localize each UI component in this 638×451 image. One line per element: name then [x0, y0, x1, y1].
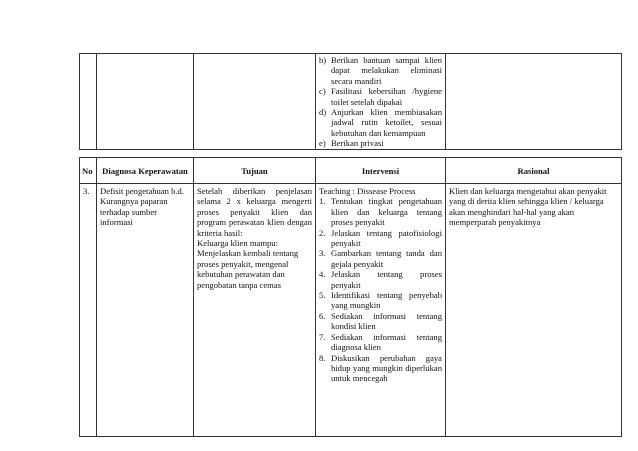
continuation-item-text: Anjurkan klien membiasakan jadwal rutin ketoilet, sesuai kebutuhan dan kemampuan [331, 107, 442, 138]
continuation-item-text: Berikan bantuan sampai klien dapat melakukan eliminasi secara mandiri [331, 55, 442, 86]
intervensi-item [319, 353, 442, 384]
continuation-item-text: Berikan privasi [331, 138, 384, 149]
continuation-item [319, 86, 442, 107]
row-diagnosa-cell [97, 184, 194, 437]
intervensi-heading: Teaching : Dissease Process [319, 186, 416, 196]
intervensi-item-text: Jelaskan tentang proses penyakit [331, 269, 442, 290]
continuation-item-marker: d) [319, 107, 327, 118]
continuation-item [319, 138, 442, 148]
intervensi-item-marker: 3. [319, 248, 326, 259]
continuation-item-marker: c) [319, 86, 326, 97]
continuation-table [79, 53, 622, 150]
intervensi-item-marker: 8. [319, 352, 326, 363]
continuation-intervensi-cell [316, 54, 446, 150]
header-tujuan: Tujuan [194, 158, 316, 184]
intervensi-item [319, 290, 442, 311]
continuation-rasional-cell [446, 54, 622, 150]
row-rasional: Klien dan keluarga mengetahui akan penyakit yang di derita klien sehingga klien / keluarga akan menghindari hal-hal yang akan memperparah penyakitnya [449, 186, 607, 228]
intervensi-item [319, 269, 442, 290]
intervensi-item-marker: 7. [319, 331, 326, 342]
continuation-item-marker: e) [319, 138, 326, 149]
intervensi-item-marker: 1. [319, 196, 326, 207]
header-no: No [80, 158, 97, 184]
intervensi-item-marker: 5. [319, 290, 326, 301]
row-no-cell [80, 184, 97, 437]
header-rasional: Rasional [446, 158, 622, 184]
continuation-item [319, 55, 442, 86]
intervensi-item-text: Jelaskan tentang patofisiologi penyakit [331, 227, 442, 249]
intervensi-item [319, 248, 442, 269]
intervensi-item-text: Identifikasi tentang penyebab yang mungkin [331, 290, 442, 311]
continuation-diagnosa-cell [97, 54, 194, 150]
intervensi-item-text: Diskusikan perubahan gaya hidup yang mungkin diperlukan untuk mencegah [331, 352, 442, 384]
continuation-item-text: Fasilitasi kebersihan /hygiene toilet setelah dipakai [331, 86, 442, 107]
continuation-tujuan-cell [194, 54, 316, 150]
tujuan-para-3: Menjelaskan kembali tentang proses penyakit, mengenal kebutuhan perawatan dan pengobatan tanpa cemas [197, 248, 299, 290]
row-tujuan-cell [194, 184, 316, 437]
continuation-item [319, 107, 442, 138]
intervensi-item-marker: 6. [319, 310, 326, 321]
intervensi-item-marker: 2. [319, 227, 326, 238]
header-diagnosa: Diagnosa Keperawatan [97, 158, 194, 184]
continuation-list [319, 55, 442, 149]
intervensi-item-text: Sediakan informasi tentang kondisi klien [331, 310, 442, 332]
tujuan-para-2: Keluarga klien mampu: [197, 238, 278, 249]
intervensi-item-text: Sediakan informasi tentang diagnosa klien [331, 331, 442, 353]
intervensi-item [319, 311, 442, 332]
header-row [80, 158, 622, 184]
row-no: 3. [83, 186, 90, 196]
continuation-no-cell [80, 54, 97, 150]
row-rasional-cell [446, 184, 622, 437]
intervensi-item-text: Tentukan tingkat pengetahuan klien dan keluarga tentang proses penyakit [331, 196, 442, 228]
intervensi-item-text: Gambarkan tentang tanda dan gejala penyakit [331, 248, 442, 269]
care-plan-table [79, 157, 622, 437]
row-intervensi-cell [316, 184, 446, 437]
tujuan-para-1: Setelah diberikan penjelasan selama 2 x keluarga mengerti proses penyakit klien dan program perawatan klien dengan kriteria hasil: [197, 186, 312, 238]
intervensi-list [319, 196, 442, 383]
intervensi-item [319, 332, 442, 353]
row-diagnosa: Defisit pengetahuan b.d. Kurangnya paparan terhadap sumber informasi [100, 186, 185, 228]
header-intervensi: Intervensi [316, 158, 446, 184]
continuation-item-marker: b) [319, 55, 327, 65]
intervensi-item-marker: 4. [319, 269, 326, 280]
intervensi-item [319, 196, 442, 227]
intervensi-item [319, 228, 442, 249]
table-row [80, 184, 622, 437]
